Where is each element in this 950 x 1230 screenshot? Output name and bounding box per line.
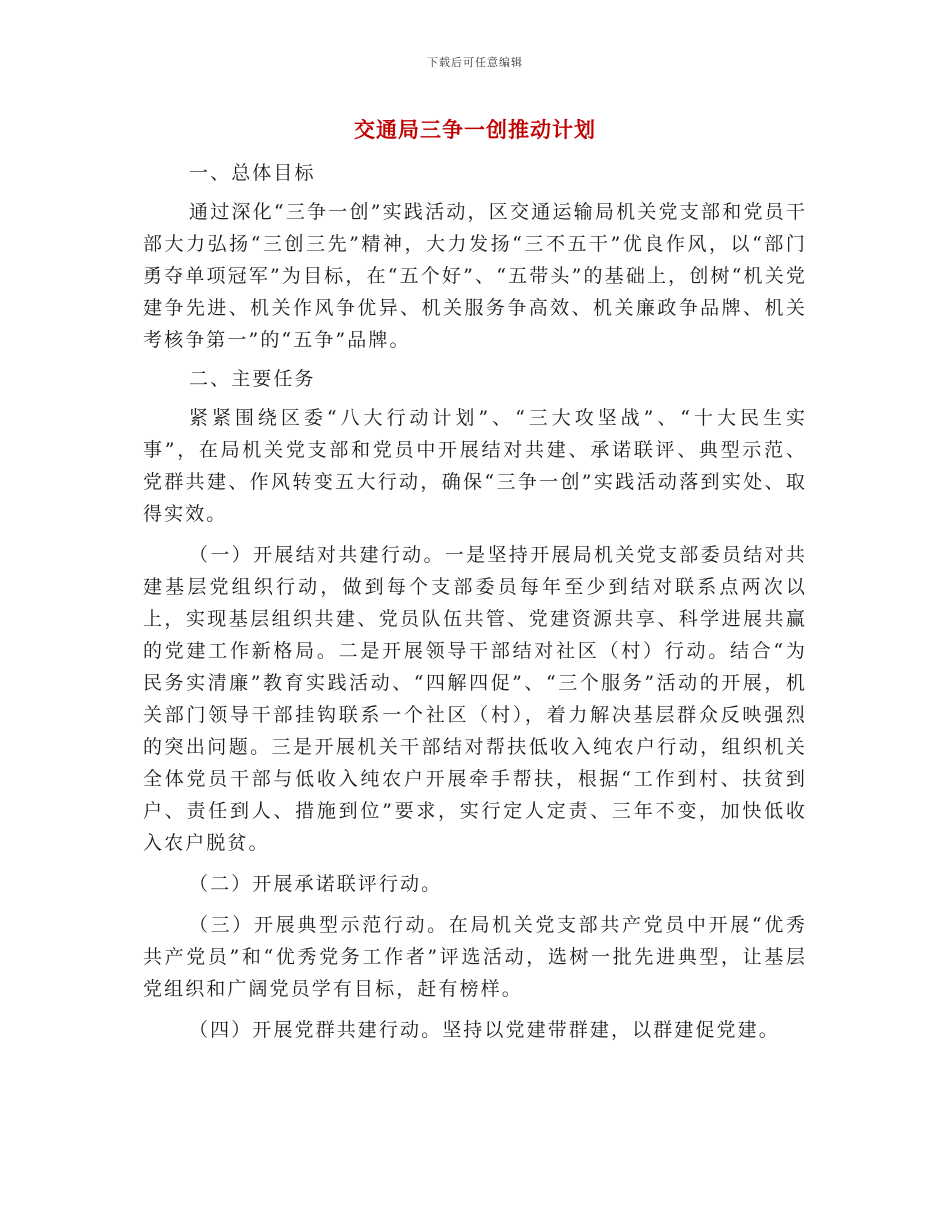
paragraph-main-tasks-intro: 紧紧围绕区委“八大行动计划”、“三大攻坚战”、“十大民生实事”，在局机关党支部和党员中开展结对共建、承诺联评、典型示范、党群共建、作风转变五大行动，确保“三争一创”实践活动落到实处、取得实效。 [143,407,807,525]
paragraph-task-1: （一）开展结对共建行动。一是坚持开展局机关党支部委员结对共建基层党组织行动，做到每个支部委员每年至少到结对联系点两次以上，实现基层组织共建、党员队伍共管、党建资源共享、科学进展共赢的党建工作新格局。二是开展领导干部结对社区（村）行动。结合“为民务实清廉”教育实践活动、“四解四促”、“三个服务”活动的开展，机关部门领导干部挂钩联系一个社区（村），着力解决基层群众反映强烈的突出问题。三是开展机关干部结对帮扶低收入纯农户行动，组织机关全体党员干部与低收入纯农户开展牵手帮扶，根据“工作到村、扶贫到户、责任到人、措施到位”要求，实行定人定责、三年不变，加快低收入农户脱贫。 [143,544,807,854]
section-heading-1: 一、总体目标 [189,162,316,184]
paragraph-task-4: （四）开展党群共建行动。坚持以党建带群建，以群建促党建。 [189,1019,780,1041]
document-body [143,157,807,1046]
paragraph-overall-goal: 通过深化“三争一创”实践活动，区交通运输局机关党支部和党员干部大力弘扬“三创三先”精神，大力发扬“三不五干”优良作风，以“部门勇夺单项冠军”为目标，在“五个好”、“五带头”的基础上，创树“机关党建争先进、机关作风争优异、机关服务争高效、机关廉政争品牌、机关考核争第一”的“五争”品牌。 [143,201,807,351]
paragraph-task-3: （三）开展典型示范行动。在局机关党支部共产党员中开展“优秀共产党员”和“优秀党务工作者”评选活动，选树一批先进典型，让基层党组织和广阔党员学有目标，赶有榜样。 [143,914,807,1000]
header-note: 下载后可任意编辑 [427,56,523,69]
paragraph-task-2: （二）开展承诺联评行动。 [189,873,443,895]
section-heading-2: 二、主要任务 [189,368,316,390]
document-title: 交通局三争一创推动计划 [354,117,596,142]
